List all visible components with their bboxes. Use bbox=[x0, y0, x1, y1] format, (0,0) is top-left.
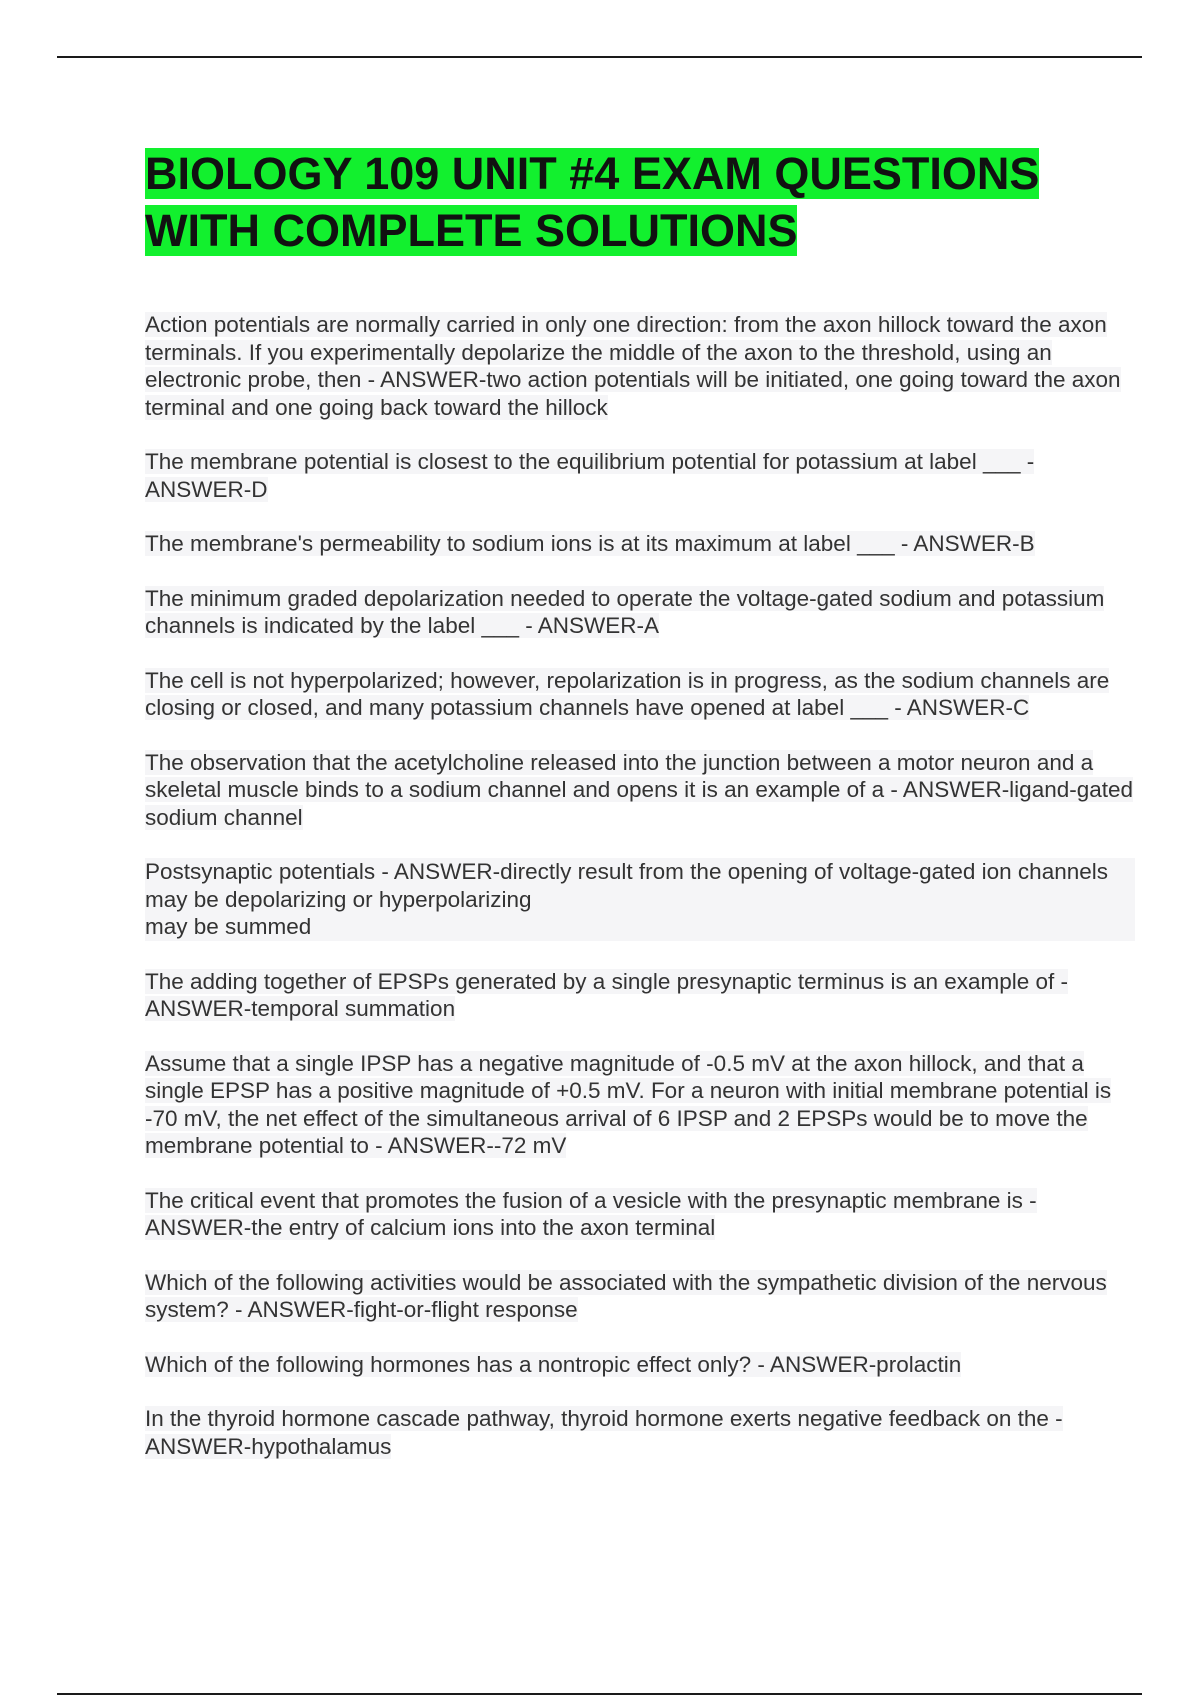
qa-item-2 bbox=[145, 448, 1135, 503]
qa-item-8 bbox=[145, 968, 1135, 1023]
qa-item-3 bbox=[145, 530, 1135, 558]
qa-text: The membrane's permeability to sodium ions is at its maximum at label ___ - ANSWER-B bbox=[145, 531, 1035, 556]
top-rule bbox=[57, 56, 1142, 58]
qa-line bbox=[145, 913, 1135, 941]
qa-text: The observation that the acetylcholine released into the junction between a motor neuron and a skeletal muscle binds to a sodium channel and opens it is an example of a - ANSWER-ligand-gated sodium channel bbox=[145, 749, 1134, 830]
qa-item-5 bbox=[145, 667, 1135, 722]
qa-line bbox=[145, 858, 1135, 886]
qa-item-9 bbox=[145, 1050, 1135, 1160]
qa-item-13 bbox=[145, 1405, 1135, 1460]
qa-text: The membrane potential is closest to the equilibrium potential for potassium at label ___ - ANSWER-D bbox=[145, 449, 1035, 502]
qa-text: Assume that a single IPSP has a negative magnitude of -0.5 mV at the axon hillock, and that a single EPSP has a positive magnitude of +0.5 mV. For a neuron with initial membrane potential is -70 mV, the net effect of the simultaneous arrival of 6 IPSP and 2 EPSPs would be to move the membrane potential to - ANSWER--72 mV bbox=[145, 1050, 1112, 1158]
document-body bbox=[145, 145, 1135, 1487]
bottom-rule bbox=[57, 1693, 1142, 1695]
qa-item-12 bbox=[145, 1351, 1135, 1379]
qa-text: may be depolarizing or hyperpolarizing bbox=[145, 886, 532, 912]
qa-item-11 bbox=[145, 1269, 1135, 1324]
qa-text: In the thyroid hormone cascade pathway, thyroid hormone exerts negative feedback on the - ANSWER-hypothalamus bbox=[145, 1406, 1063, 1459]
qa-item-10 bbox=[145, 1187, 1135, 1242]
qa-text: The adding together of EPSPs generated by a single presynaptic terminus is an example of - ANSWER-temporal summation bbox=[145, 968, 1069, 1021]
qa-item-7 bbox=[145, 858, 1135, 941]
qa-line bbox=[145, 886, 1135, 914]
document-title bbox=[145, 145, 1135, 259]
qa-text: Postsynaptic potentials - ANSWER-directly result from the opening of voltage-gated ion channels bbox=[145, 859, 1108, 884]
qa-text: may be summed bbox=[145, 914, 312, 939]
qa-text: Action potentials are normally carried in only one direction: from the axon hillock toward the axon terminals. If you experimentally depolarize the middle of the axon to the threshold, using an electronic probe, then - ANSWER-two action potentials will be initiated, one going toward the axon terminal and one going back toward the hillock bbox=[145, 312, 1121, 420]
qa-item-1 bbox=[145, 311, 1135, 421]
qa-text: Which of the following hormones has a nontropic effect only? - ANSWER-prolactin bbox=[145, 1351, 962, 1377]
qa-item-6 bbox=[145, 749, 1135, 832]
qa-text: Which of the following activities would be associated with the sympathetic division of the nervous system? - ANSWER-fight-or-flight response bbox=[145, 1269, 1107, 1322]
qa-text: The minimum graded depolarization needed to operate the voltage-gated sodium and potassium channels is indicated by the label ___ - ANSWER-A bbox=[145, 585, 1105, 638]
qa-text: The critical event that promotes the fusion of a vesicle with the presynaptic membrane is - ANSWER-the entry of calcium ions into the axon terminal bbox=[145, 1187, 1037, 1240]
qa-text: The cell is not hyperpolarized; however, repolarization is in progress, as the sodium channels are closing or closed, and many potassium channels have opened at label ___ - ANSWER-C bbox=[145, 667, 1110, 720]
document-title-text: BIOLOGY 109 UNIT #4 EXAM QUESTIONS WITH COMPLETE SOLUTIONS bbox=[145, 148, 1040, 256]
qa-item-4 bbox=[145, 585, 1135, 640]
